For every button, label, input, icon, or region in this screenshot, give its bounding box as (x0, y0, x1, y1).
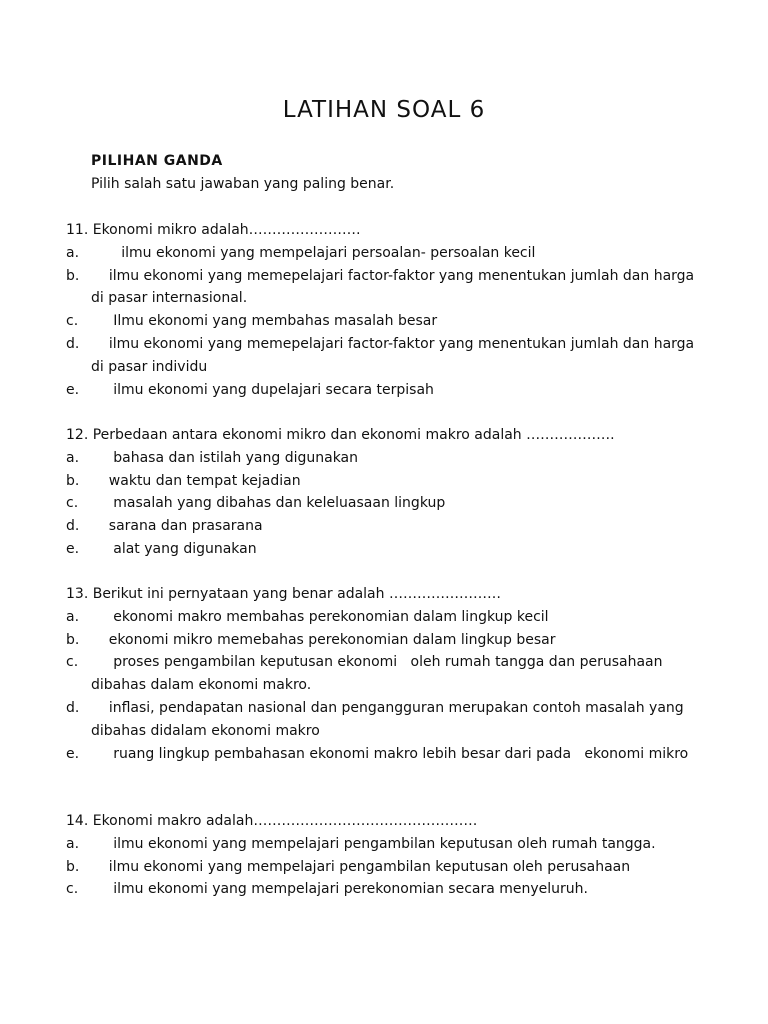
option-letter: d. (66, 335, 80, 352)
option-a (66, 606, 726, 629)
option-b (66, 470, 726, 493)
option-text-wrap (91, 697, 726, 743)
option-c (66, 878, 726, 901)
option-text: ilmu ekonomi yang mempelajari pengambilan keputusan oleh rumah tangga. (91, 835, 656, 852)
option-letter: a. (66, 449, 80, 466)
question-text: Ekonomi mikro adalah…………………… (92, 222, 361, 238)
option-a (66, 447, 726, 470)
option-text-wrap (91, 333, 726, 379)
option-letter: a. (66, 835, 80, 852)
question-12 (66, 424, 726, 561)
option-d (66, 333, 726, 379)
option-c (66, 651, 726, 697)
option-text: inflasi, pendapatan nasional dan pengangguran merupakan contoh masalah yang dibahas didalam ekonomi makro (91, 699, 689, 739)
option-text: masalah yang dibahas dan keleluasaan lingkup (91, 495, 446, 512)
option-a (66, 833, 726, 856)
option-b (66, 856, 726, 879)
option-c (66, 492, 726, 515)
option-text: ilmu ekonomi yang mempelajari perekonomian secara menyeluruh. (91, 881, 588, 898)
option-e (66, 538, 726, 561)
section-heading: PILIHAN GANDA (91, 153, 223, 169)
question-text: Ekonomi makro adalah………………………………………… (92, 813, 478, 829)
option-e (66, 379, 726, 402)
question-number: 11. (66, 222, 89, 238)
option-letter: b. (66, 858, 80, 875)
question-stem (66, 219, 726, 242)
option-d (66, 697, 726, 743)
option-letter: a. (66, 244, 80, 261)
option-b (66, 629, 726, 652)
question-number: 13. (66, 586, 89, 602)
question-stem (66, 583, 726, 606)
question-stem (66, 424, 726, 447)
option-letter: b. (66, 472, 80, 489)
option-letter: a. (66, 608, 80, 625)
option-text: ilmu ekonomi yang mempelajari persoalan- persoalan kecil (99, 244, 536, 261)
option-text-wrap (91, 651, 726, 697)
option-text: ekonomi mikro memebahas perekonomian dalam lingkup besar (91, 631, 556, 648)
option-a (66, 242, 726, 265)
question-13 (66, 583, 726, 765)
option-letter: e. (66, 540, 80, 557)
option-e (66, 743, 726, 766)
option-text: ilmu ekonomi yang mempelajari pengambilan keputusan oleh perusahaan (91, 858, 631, 875)
option-letter: c. (66, 654, 79, 671)
question-11 (66, 219, 726, 401)
option-text: proses pengambilan keputusan ekonomi oleh rumah tangga dan perusahaan dibahas dalam ekonomi makro. (91, 654, 667, 694)
option-text: waktu dan tempat kejadian (91, 472, 301, 489)
option-letter: c. (66, 313, 79, 330)
option-text: ilmu ekonomi yang memepelajari factor-faktor yang menentukan jumlah dan harga di pasar internasional. (91, 267, 699, 307)
option-text: ekonomi makro membahas perekonomian dalam lingkup kecil (91, 608, 549, 625)
question-14 (66, 810, 726, 901)
option-text: bahasa dan istilah yang digunakan (91, 449, 359, 466)
option-letter: b. (66, 631, 80, 648)
option-letter: d. (66, 518, 80, 535)
option-letter: d. (66, 699, 80, 716)
question-text: Berikut ini pernyataan yang benar adalah …………………… (92, 586, 501, 602)
option-text-wrap (91, 743, 726, 766)
option-text: ilmu ekonomi yang memepelajari factor-faktor yang menentukan jumlah dan harga di pasar individu (91, 335, 699, 375)
option-letter: e. (66, 381, 80, 398)
option-text: Ilmu ekonomi yang membahas masalah besar (91, 313, 438, 330)
question-text: Perbedaan antara ekonomi mikro dan ekonomi makro adalah ………………. (92, 427, 615, 443)
question-stem (66, 810, 726, 833)
option-letter: c. (66, 881, 79, 898)
option-letter: c. (66, 495, 79, 512)
option-text-wrap (91, 265, 726, 311)
instruction-text: Pilih salah satu jawaban yang paling benar. (91, 176, 395, 192)
question-number: 14. (66, 813, 89, 829)
option-b (66, 265, 726, 311)
option-text: alat yang digunakan (91, 540, 257, 557)
option-letter: b. (66, 267, 80, 284)
option-text: sarana dan prasarana (91, 518, 263, 535)
option-text: ilmu ekonomi yang dupelajari secara terpisah (91, 381, 434, 398)
option-d (66, 515, 726, 538)
option-letter: e. (66, 745, 80, 762)
page-title: LATIHAN SOAL 6 (282, 97, 486, 123)
option-c (66, 310, 726, 333)
question-number: 12. (66, 427, 89, 443)
option-text: ruang lingkup pembahasan ekonomi makro lebih besar dari pada ekonomi mikro (91, 745, 689, 762)
